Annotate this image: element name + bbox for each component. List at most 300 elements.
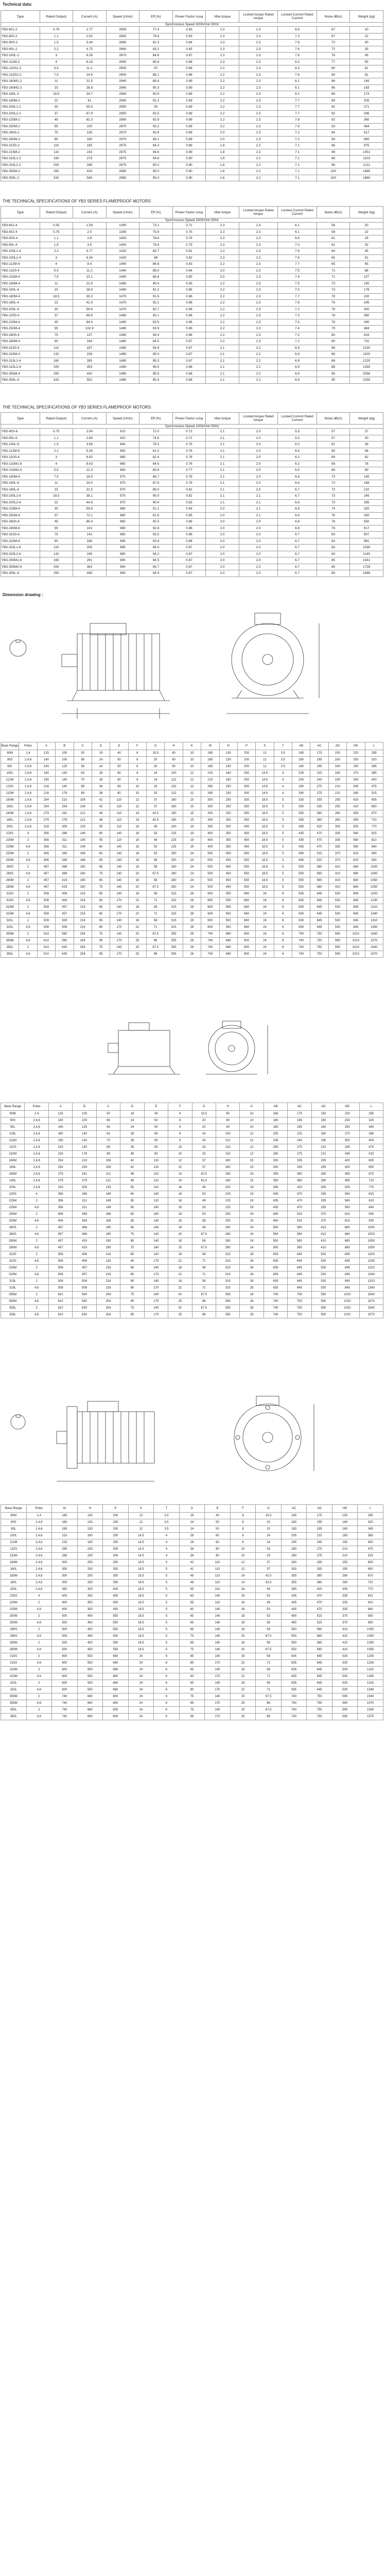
table-row	[1, 1198, 383, 1205]
spec-cell: 0.85	[172, 280, 206, 287]
table-row	[1, 261, 383, 268]
dim-cell: 530	[311, 1265, 335, 1272]
dim-cell: 86	[147, 951, 165, 958]
spec-cell: 8.2	[278, 91, 317, 98]
dim-cell: 580	[310, 864, 328, 871]
dim-header: N	[219, 742, 237, 750]
dim-cell: 18.5	[256, 810, 274, 817]
table-row	[1, 1687, 383, 1693]
dim-cell: 1230	[358, 1660, 383, 1667]
spec-cell: 12.3	[73, 467, 107, 474]
spec-cell: 4	[40, 461, 73, 467]
spec-header-speed: Speed (r/min)	[106, 413, 139, 425]
dim-cell: 5	[154, 1566, 180, 1573]
dim-cell: 4,6	[26, 1660, 52, 1667]
base-range-cell: 180M	[1, 810, 19, 817]
spec-cell: 550	[350, 519, 383, 526]
dim-cell: 40	[144, 1111, 168, 1117]
spec-cell: 985	[106, 551, 139, 557]
spec-cell: 3	[40, 255, 73, 261]
dim-cell: 14.5	[256, 770, 274, 777]
dim-cell: 24	[128, 1693, 154, 1700]
dim-cell: 550	[237, 857, 255, 864]
dim-cell: 37	[147, 804, 165, 810]
motor-type-cell: YB3-90L-6	[1, 435, 40, 442]
spec-cell: 970	[106, 499, 139, 506]
dim-cell: 645	[307, 1687, 332, 1693]
dim-header: S	[128, 1505, 154, 1513]
dim-cell: 280	[165, 864, 183, 871]
spec-cell: 1480	[106, 364, 139, 371]
dim-cell: 65	[92, 857, 110, 864]
dim-cell: 65	[92, 877, 110, 884]
table-row	[1, 904, 383, 911]
motor-type-cell: YB3-225M-2	[1, 117, 40, 124]
spec-header-locked_torque: Locked torque Rated torque	[239, 207, 278, 218]
dim-cell: 250	[219, 817, 237, 824]
dim-cell: 450	[103, 1593, 129, 1600]
dim-cell: 14	[230, 1580, 256, 1586]
dim-cell: 670	[365, 810, 383, 817]
dim-cell: 368	[56, 864, 74, 871]
base-range-cell: 250M	[1, 1620, 27, 1626]
dim-cell: 4,6	[19, 897, 37, 904]
dim-cell: 335	[311, 1198, 335, 1205]
motor-type-cell: YB3-132M-4	[1, 274, 40, 281]
dim-cell: 610	[48, 1312, 72, 1318]
spec-cell: 81.3	[139, 40, 173, 46]
dim-cell: 610	[48, 1292, 72, 1298]
dim-cell: 508	[37, 897, 55, 904]
dim-cell: 645	[288, 1265, 311, 1272]
dim-cell: 190	[74, 871, 92, 877]
table-row	[1, 897, 383, 904]
dim-cell: 50	[110, 764, 128, 770]
spec-cell: 73	[317, 499, 350, 506]
dim-cell: 740	[264, 1292, 287, 1298]
spec-cell: 90.4	[139, 499, 173, 506]
dim-cell: 48	[92, 810, 110, 817]
dim-cell: 20	[192, 1117, 216, 1124]
base-range-cell: 355M	[1, 1292, 25, 1298]
dim-cell: 205	[292, 770, 310, 777]
dim-cell: 550	[219, 904, 237, 911]
dim-cell: 80	[92, 911, 110, 918]
dim-cell: 645	[307, 1667, 332, 1673]
spec-cell: 8.3	[278, 65, 317, 72]
motor-type-cell: YB3-315L1-2	[1, 156, 40, 162]
dim-cell: 550	[77, 1653, 103, 1660]
dim-cell: 740	[52, 1714, 78, 1720]
dim-cell: 2,4,6	[19, 810, 37, 817]
spec-cell: 7.6	[278, 248, 317, 255]
dim-cell: 660	[103, 1667, 129, 1673]
dim-cell: 12	[168, 1158, 192, 1164]
spec-cell: 92	[317, 117, 350, 124]
spec-cell: 6.6	[278, 473, 317, 480]
dim-cell: 48	[120, 1178, 144, 1184]
spec-cell: 1400	[106, 242, 139, 248]
spec-cell: 75	[40, 532, 73, 538]
dim-cell: 660	[103, 1673, 129, 1680]
dim-cell: 132	[216, 1144, 239, 1151]
dim-cell: 680	[219, 951, 237, 958]
dim-cell: 75	[179, 1633, 205, 1640]
dim-cell: 71	[256, 1673, 282, 1680]
dim-cell: 605	[358, 1560, 383, 1566]
spec-cell: 73	[317, 486, 350, 493]
motor-type-cell: YB3-180M-4	[1, 293, 40, 300]
dim-cell: 560	[347, 837, 365, 844]
dim-cell: 14.5	[128, 1546, 154, 1553]
dim-cell: 67.5	[147, 884, 165, 891]
spec-cell: 89	[317, 97, 350, 104]
dim-cell: 300	[237, 790, 255, 797]
dim-cell: 12	[240, 1144, 264, 1151]
spec-cell: 2.0	[239, 467, 278, 474]
dim-cell: 590	[311, 1292, 335, 1298]
dim-cell: 65	[179, 1653, 205, 1660]
dim-cell: 140	[144, 1191, 168, 1198]
dim-cell: 24	[179, 1526, 205, 1533]
motor-type-cell: YB3-315M-4	[1, 351, 40, 358]
base-range-cell: 90L	[1, 1124, 25, 1131]
table-row	[1, 364, 383, 371]
spec-cell: 1665	[350, 168, 383, 175]
table-row	[1, 306, 383, 313]
dim-cell: 590	[311, 1298, 335, 1305]
spec-cell: 985	[106, 538, 139, 545]
spec-cell: 0.90	[172, 162, 206, 168]
table-row	[1, 117, 383, 124]
dim-cell: 930	[358, 1620, 383, 1626]
dim-cell: 400	[358, 1539, 383, 1546]
dim-cell: 410	[328, 871, 346, 877]
dim-cell: 200	[237, 757, 255, 764]
dim-cell: 89	[74, 784, 92, 790]
dim-cell: 22	[168, 1272, 192, 1278]
dim-cell: 810	[365, 837, 383, 844]
base-range-cell: 100L	[1, 1533, 27, 1539]
dim-cell: 2,4,6	[26, 1519, 52, 1526]
dim-cell: 280	[292, 790, 310, 797]
dim-cell: 255	[332, 1560, 358, 1566]
spec-cell: 250	[40, 570, 73, 577]
dim-cell: 845	[336, 1265, 359, 1272]
dim-cell: 75	[120, 1231, 144, 1238]
dim-cell: 58	[192, 1251, 216, 1258]
dim-cell: 24	[128, 1687, 154, 1693]
dim-cell: 180	[165, 817, 183, 824]
dim-cell: 1540	[358, 1693, 383, 1700]
spec-cell: 20	[350, 223, 383, 229]
dim-cell: 241	[73, 1171, 96, 1178]
dim-cell: 254	[74, 951, 92, 958]
dim-cell: 355	[165, 944, 183, 951]
dim-header: HD	[336, 1103, 359, 1111]
dim-cell: 280	[328, 810, 346, 817]
dim-cell: 370	[332, 1613, 358, 1620]
spec-cell: 2.2	[206, 280, 239, 287]
spec-cell: 0.82	[172, 255, 206, 261]
dim-cell: 58	[192, 1218, 216, 1225]
dim-cell: 450	[219, 864, 237, 871]
spec-cell: 2.1	[206, 358, 239, 364]
dim-cell: 18	[230, 1613, 256, 1620]
spec-cell: 980	[106, 525, 139, 532]
spec-cell: 6.34	[73, 255, 107, 261]
dim-cell: 710	[358, 1580, 383, 1586]
dim-cell: 18	[128, 877, 146, 884]
spec-cell: 0.76	[172, 454, 206, 461]
spec-cell: 55	[350, 59, 383, 65]
spec-cell: 2.0	[239, 473, 278, 480]
spec-header-weight: Weight (kg)	[350, 413, 383, 425]
dim-cell: 635	[292, 891, 310, 897]
dim-cell: 6	[154, 1707, 180, 1714]
dim-cell: 180	[77, 1533, 103, 1539]
table-row	[1, 1707, 383, 1714]
dim-cell: 110	[144, 1178, 168, 1184]
spec-cell: 155	[350, 280, 383, 287]
spec-cell: 61	[317, 235, 350, 242]
spec-cell: 0.87	[172, 551, 206, 557]
dim-cell: 660	[103, 1660, 129, 1667]
motor-type-cell: YB3-250M-6	[1, 512, 40, 519]
spec-cell: 2.2	[40, 46, 73, 53]
spec-cell: 2.3	[239, 235, 278, 242]
dim-cell: 180	[328, 770, 346, 777]
dim-cell: 70	[74, 777, 92, 784]
dim-cell: 660	[103, 1653, 129, 1660]
dim-cell: 2	[19, 851, 37, 857]
dim-cell: 356	[37, 831, 55, 837]
spec-cell: 80	[317, 72, 350, 78]
dim-cell: 508	[56, 924, 74, 931]
base-range-cell: 200L	[1, 824, 19, 831]
spec-cell: 80	[317, 65, 350, 72]
dim-cell: 1010	[347, 944, 365, 951]
spec-cell: 78	[317, 519, 350, 526]
spec-cell: 92	[317, 110, 350, 117]
dim-cell: 33	[192, 1151, 216, 1158]
dim-cell: 165	[201, 750, 219, 757]
spec-cell: 2.2	[206, 306, 239, 313]
dim-cell: 4,6	[25, 1312, 48, 1318]
motor-type-cell: YB3-280S-2	[1, 130, 40, 137]
spec-cell: 2.1	[206, 448, 239, 454]
dim-cell: 195	[310, 757, 328, 764]
dim-cell: 680	[219, 944, 237, 951]
dim-cell: 270	[347, 770, 365, 777]
dim-cell: 610	[37, 951, 55, 958]
dim-header: HD	[347, 742, 365, 750]
base-range-cell: 355M	[1, 1298, 25, 1305]
base-range-cell: 280M	[1, 884, 19, 891]
spec-cell: 2.1	[239, 506, 278, 513]
spec-cell: 365	[350, 313, 383, 319]
dim-cell: 4,6	[19, 844, 37, 851]
dim-cell: 635	[281, 1667, 307, 1673]
dim-cell: 470	[288, 1205, 311, 1211]
dim-cell: 37	[192, 1164, 216, 1171]
dim-cell: 18	[128, 864, 146, 871]
dim-cell: 280	[264, 1144, 287, 1151]
dim-cell: 500	[52, 1633, 78, 1640]
dim-cell: 645	[310, 891, 328, 897]
spec-cell: 18.5	[40, 493, 73, 500]
spec-subtitle: Synchronous Speed 3000r/min 50Hz	[1, 23, 383, 27]
motor-type-cell: YB3-132S-6	[1, 454, 40, 461]
dim-cell: 25	[128, 951, 146, 958]
dim-cell: 450	[77, 1633, 103, 1640]
dim-cell: 200	[237, 750, 255, 757]
dim-cell: 2	[19, 837, 37, 844]
dim-cell: 435	[281, 1606, 307, 1613]
dim-cell: 286	[73, 1191, 96, 1198]
spec-cell: 985	[106, 532, 139, 538]
dim-cell: 406	[37, 857, 55, 864]
base-range-cell: 132S	[1, 1546, 27, 1553]
dim-header: Base Range	[1, 1505, 27, 1513]
spec-cell: 28.8	[73, 287, 107, 294]
dim-cell: 280	[216, 1231, 239, 1238]
spec-cell: 95.0	[139, 168, 173, 175]
base-range-cell: 315L	[1, 1285, 25, 1292]
dim-cell: 508	[37, 918, 55, 924]
table-row	[1, 1151, 383, 1158]
spec-cell: 0.90	[172, 156, 206, 162]
dim-header: H	[216, 1103, 239, 1111]
dim-cell: 680	[77, 1700, 103, 1707]
spec-cell: 2.0	[239, 519, 278, 526]
dim-cell: 24	[183, 884, 201, 891]
dim-cell: 845	[336, 1258, 359, 1265]
dim-cell: 254	[74, 931, 92, 938]
dim-cell: 515	[288, 1211, 311, 1218]
dim-cell: 1050	[365, 877, 383, 884]
dim-cell: 590	[332, 1693, 358, 1700]
dim-cell: 160	[216, 1158, 239, 1164]
spec-cell: 2.3	[239, 65, 278, 72]
spec-cell: 37	[40, 512, 73, 519]
table-row	[1, 951, 383, 958]
spec-cell: 44.8	[73, 499, 107, 506]
dim-cell: 216	[74, 918, 92, 924]
dim-cell: 645	[310, 924, 328, 931]
spec-cell: 7.2	[278, 130, 317, 137]
spec-cell: 89.4	[139, 78, 173, 85]
base-range-cell: 225M	[1, 1205, 25, 1211]
table-row	[1, 84, 383, 91]
dim-cell: 355	[292, 817, 310, 824]
dim-cell: 815	[365, 831, 383, 837]
spec-cell: 2900	[106, 65, 139, 72]
dim-cell: 71	[147, 924, 165, 931]
spec-cell: 990	[106, 564, 139, 570]
dim-cell: 2,4,6	[19, 797, 37, 804]
dim-cell: 370	[311, 1218, 335, 1225]
dim-cell: 530	[328, 897, 346, 904]
spec-cell: 2.1	[206, 442, 239, 448]
spec-cell: 48	[350, 448, 383, 454]
dim-cell: 160	[311, 1117, 335, 1124]
spec-cell: 2.3	[239, 261, 278, 268]
base-range-cell: 180L	[1, 1580, 27, 1586]
dim-cell: 740	[52, 1707, 78, 1714]
spec-cell: 73	[317, 473, 350, 480]
dim-cell: 24	[256, 897, 274, 904]
spec-cell: 93.9	[139, 326, 173, 332]
dim-cell: 49	[147, 824, 165, 831]
spec-cell: 95.0	[139, 162, 173, 168]
dim-cell: 490	[292, 857, 310, 864]
dim-cell: 350	[103, 1560, 129, 1566]
spec-cell: 2.1	[239, 499, 278, 506]
dim-cell: 5	[274, 884, 292, 891]
spec-cell: 79	[317, 326, 350, 332]
spec-cell: 2.1	[206, 480, 239, 487]
spec-cell: 95.5	[139, 364, 173, 371]
dim-cell: 180	[332, 1533, 358, 1539]
spec-cell: 2.3	[239, 229, 278, 235]
spec-cell: 57	[317, 429, 350, 435]
dim-cell: 550	[237, 884, 255, 891]
spec-cell: 1485	[106, 370, 139, 377]
dim-cell: 2,4,6	[25, 1138, 48, 1144]
dim-cell: 18.5	[128, 1573, 154, 1580]
dim-cell: 14	[230, 1573, 256, 1580]
dim-cell: 2,4,6	[25, 1184, 48, 1191]
dim-cell: 550	[77, 1667, 103, 1673]
dim-cell: 330	[281, 1566, 307, 1573]
dim-cell: 550	[264, 1225, 287, 1231]
dim-cell: 845	[347, 897, 365, 904]
spec-cell: 1480	[106, 358, 139, 364]
dim-cell: 1340	[359, 1272, 383, 1278]
dim-cell: 80	[120, 1285, 144, 1292]
dim-cell: 590	[311, 1312, 335, 1318]
dim-cell: 280	[165, 884, 183, 891]
dim-cell: 335	[310, 797, 328, 804]
dim-cell: 20	[128, 884, 146, 891]
spec-cell: 94.2	[139, 551, 173, 557]
spec-cell: 1880	[350, 175, 383, 181]
spec-cell: 11	[40, 78, 73, 85]
dim-cell: 355	[216, 1312, 239, 1318]
dim-cell: 508	[37, 904, 55, 911]
dim-cell: 18	[230, 1667, 256, 1673]
dim-cell: 4	[274, 770, 292, 777]
spec-cell: 348	[73, 162, 107, 168]
dim-cell: 4,6	[26, 1673, 52, 1680]
dim-cell: 215	[52, 1533, 78, 1539]
dim-cell: 2	[25, 1238, 48, 1245]
dim-cell: 108	[74, 804, 92, 810]
dim-cell: 350	[237, 797, 255, 804]
base-range-cell: 180M	[1, 1573, 27, 1580]
dim-cell: 10	[230, 1546, 256, 1553]
dim-cell: 80	[179, 1673, 205, 1680]
dim-cell: 67.5	[147, 871, 165, 877]
dim-cell: 515	[358, 1553, 383, 1560]
dim-cell: 80	[216, 1111, 239, 1117]
dim-cell: 800	[237, 951, 255, 958]
spec-table-1000rpm	[1, 412, 383, 577]
dim-cell: 250	[237, 777, 255, 784]
dim-cell: 400	[52, 1593, 78, 1600]
dim-cell: 1050	[358, 1640, 383, 1647]
